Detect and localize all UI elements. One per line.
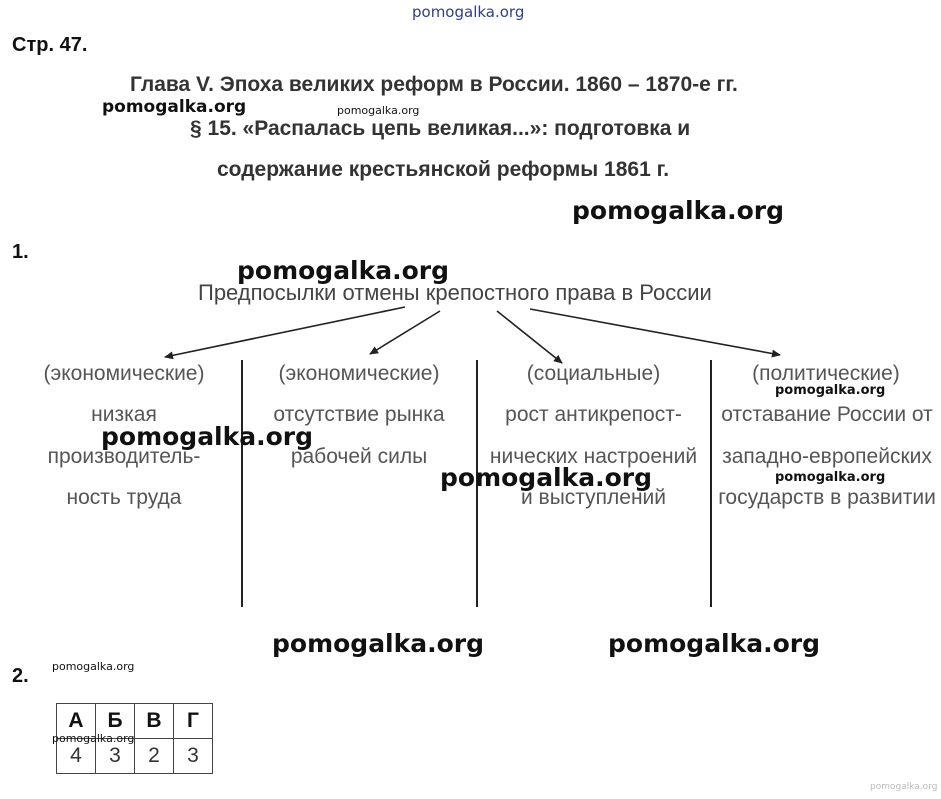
arrow-economic-2	[370, 311, 440, 354]
watermark: pomogalka.org	[775, 470, 886, 485]
watermark: pomogalka.org	[101, 422, 314, 451]
page-number: Стр. 47.	[12, 34, 88, 56]
answer-header: Б	[96, 704, 135, 739]
column-economic-1-category: (экономические)	[43, 362, 205, 385]
arrow-economic-1	[165, 307, 405, 357]
column-economic-2-category: (экономические)	[278, 362, 440, 385]
watermark: pomogalka.org	[337, 104, 420, 117]
watermark: pomogalka.org	[52, 732, 135, 745]
column-divider	[710, 360, 712, 607]
watermark: pomogalka.org	[237, 256, 450, 285]
watermark: pomogalka.org	[52, 660, 135, 673]
chapter-title: Глава V. Эпоха великих реформ в России. 1860 – 1870-е гг.	[130, 73, 738, 96]
column-social-category: (социальные)	[526, 362, 661, 385]
watermark-top: pomogalka.org	[412, 3, 525, 21]
column-economic-2-text: отсутствие рынка рабочей силы	[273, 403, 445, 468]
section-title-line1: § 15. «Распалась цепь великая...»: подготовка и	[190, 117, 691, 140]
arrow-political	[530, 309, 780, 355]
watermark: pomogalka.org	[102, 97, 247, 117]
column-divider	[241, 360, 243, 607]
watermark: pomogalka.org	[572, 196, 785, 225]
answer-header: А	[57, 704, 96, 739]
watermark: pomogalka.org	[440, 463, 653, 492]
column-social-text: рост антикрепост-нических настроений и выступлений	[489, 403, 698, 509]
watermark: pomogalka.org	[608, 629, 821, 658]
column-economic-1-text: низкая производитель-ность труда	[47, 403, 201, 509]
column-political-text: отставание России от западно-европейских государств в развитии	[718, 403, 936, 509]
section-title-line2: содержание крестьянской реформы 1861 г.	[217, 158, 670, 181]
answer-header: В	[135, 704, 174, 739]
answer-value: 2	[135, 739, 174, 774]
diagram-title: Предпосылки отмены крепостного права в России	[198, 280, 712, 305]
answer-value: 3	[174, 739, 213, 774]
answer-value: 3	[96, 739, 135, 774]
column-political-category: (политические)	[752, 362, 900, 385]
watermark: pomogalka.org	[870, 782, 938, 792]
watermark: pomogalka.org	[775, 383, 886, 398]
answer-value: 4	[57, 739, 96, 774]
answer-header: Г	[174, 704, 213, 739]
watermark: pomogalka.org	[272, 629, 485, 658]
task-2-number: 2.	[12, 665, 29, 687]
task-1-number: 1.	[12, 241, 29, 263]
